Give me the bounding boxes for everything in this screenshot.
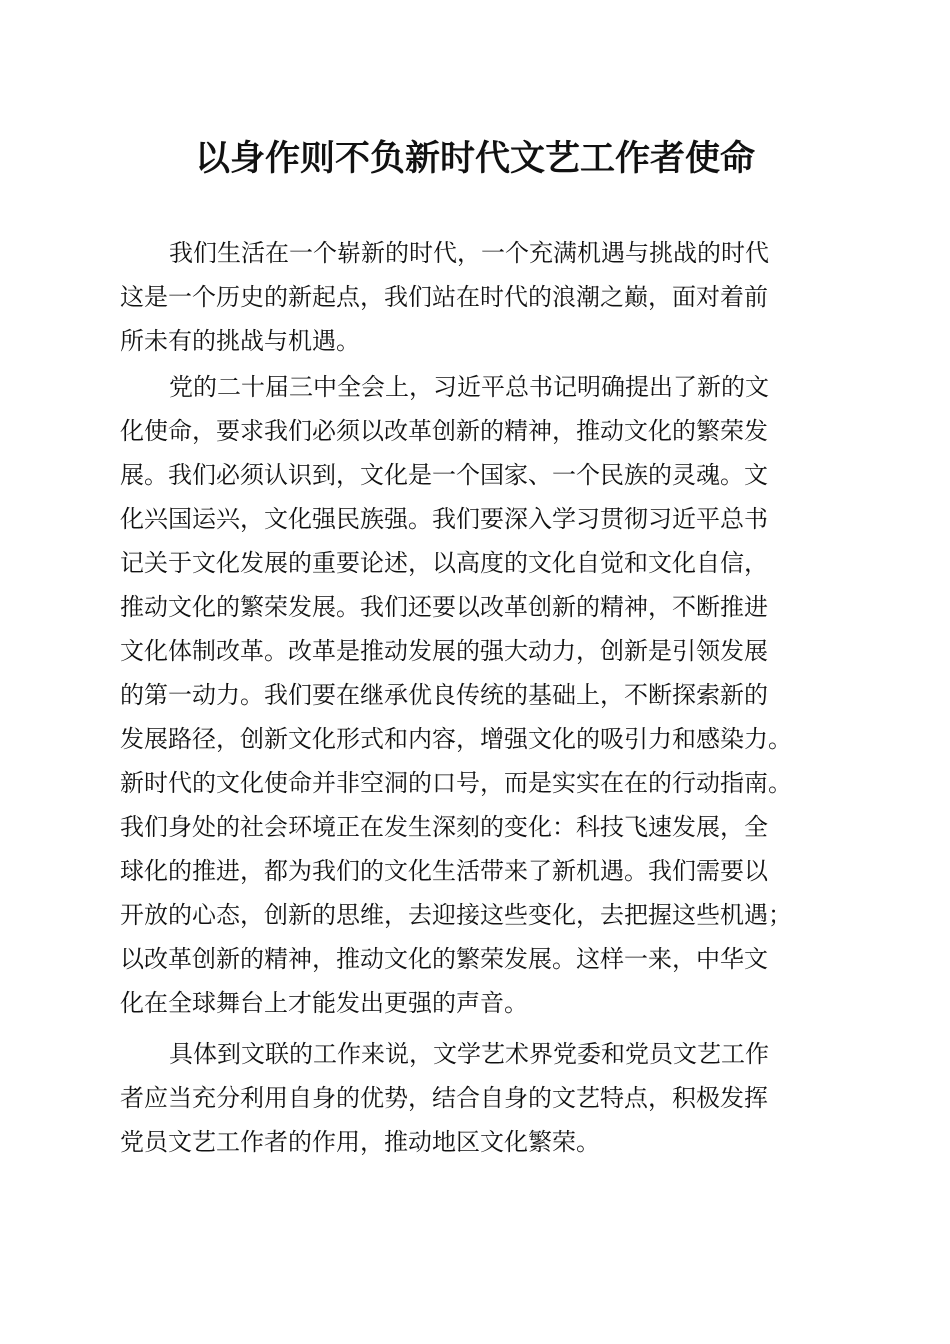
paragraph-3-line-3: 党员文艺工作者的作用，推动地区文化繁荣。 xyxy=(120,1128,600,1156)
paragraph-2-line-3: 展。我们必须认识到，文化是一个国家、一个民族的灵魂。文 xyxy=(120,461,768,489)
paragraph-1-line-1: 我们生活在一个崭新的时代，一个充满机遇与挑战的时代 xyxy=(169,239,769,267)
paragraph-2-line-12: 球化的推进，都为我们的文化生活带来了新机遇。我们需要以 xyxy=(120,857,768,885)
paragraph-2-line-2: 化使命，要求我们必须以改革创新的精神，推动文化的繁荣发 xyxy=(120,417,768,445)
paragraph-3-line-2: 者应当充分利用自身的优势，结合自身的文艺特点，积极发挥 xyxy=(120,1084,768,1112)
paragraph-3-line-1: 具体到文联的工作来说，文学艺术界党委和党员文艺工作 xyxy=(169,1040,769,1068)
paragraph-2-line-7: 文化体制改革。改革是推动发展的强大动力，创新是引领发展 xyxy=(120,637,768,665)
paragraph-2-line-9: 发展路径，创新文化形式和内容，增强文化的吸引力和感染力。 xyxy=(120,725,792,753)
paragraph-2-line-13: 开放的心态，创新的思维，去迎接这些变化，去把握这些机遇； xyxy=(120,901,792,929)
paragraph-2-line-11: 我们身处的社会环境正在发生深刻的变化：科技飞速发展，全 xyxy=(120,813,768,841)
paragraph-2-line-5: 记关于文化发展的重要论述，以高度的文化自觉和文化自信， xyxy=(120,549,768,577)
document-title: 以身作则不负新时代文艺工作者使命 xyxy=(194,138,755,179)
paragraph-2-line-10: 新时代的文化使命并非空洞的口号，而是实实在在的行动指南。 xyxy=(120,769,792,797)
paragraph-2-line-8: 的第一动力。我们要在继承优良传统的基础上，不断探索新的 xyxy=(120,681,768,709)
paragraph-2-line-15: 化在全球舞台上才能发出更强的声音。 xyxy=(120,989,528,1017)
paragraph-1-line-2: 这是一个历史的新起点，我们站在时代的浪潮之巅，面对着前 xyxy=(120,283,768,311)
paragraph-2-line-6: 推动文化的繁荣发展。我们还要以改革创新的精神，不断推进 xyxy=(120,593,768,621)
paragraph-2-line-1: 党的二十届三中全会上，习近平总书记明确提出了新的文 xyxy=(169,373,769,401)
paragraph-2-line-4: 化兴国运兴，文化强民族强。我们要深入学习贯彻习近平总书 xyxy=(120,505,768,533)
paragraph-2-line-14: 以改革创新的精神，推动文化的繁荣发展。这样一来，中华文 xyxy=(120,945,768,973)
paragraph-1-line-3: 所未有的挑战与机遇。 xyxy=(120,327,360,355)
